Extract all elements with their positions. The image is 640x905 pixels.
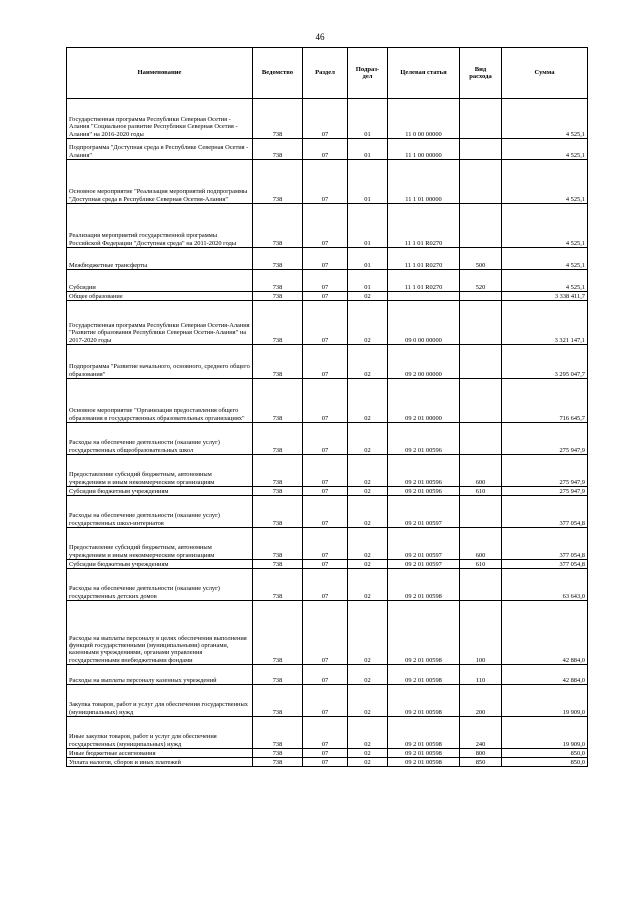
table-row xyxy=(67,487,588,496)
cell-subsection: 02 xyxy=(348,528,388,560)
table-row xyxy=(67,685,588,717)
cell-amount: 275 947,9 xyxy=(502,487,588,496)
cell-subsection: 01 xyxy=(348,248,388,270)
cell-amount: 4 525,1 xyxy=(502,99,588,139)
cell-target-article: 09 2 01 00596 xyxy=(388,487,460,496)
cell-amount: 19 909,0 xyxy=(502,685,588,717)
cell-subsection: 02 xyxy=(348,749,388,758)
table-row xyxy=(67,717,588,749)
cell-expense-type xyxy=(460,379,502,423)
cell-expense-type: 520 xyxy=(460,270,502,292)
cell-name: Подпрограмма "Развитие начального, основного, среднего общего образования" xyxy=(67,345,253,379)
cell-target-article: 11 1 00 00000 xyxy=(388,139,460,160)
cell-department: 738 xyxy=(253,270,303,292)
cell-name: Государственная программа Республики Северная Осетия-Алания "Развитие образования Республики Северная Осетия-Алания" на 2017-2020 годы xyxy=(67,301,253,345)
cell-name: Уплата налогов, сборов и иных платежей xyxy=(67,758,253,767)
cell-expense-type xyxy=(460,301,502,345)
cell-subsection: 02 xyxy=(348,717,388,749)
cell-name: Субсидии бюджетным учреждениям xyxy=(67,560,253,569)
cell-expense-type: 800 xyxy=(460,749,502,758)
cell-department: 738 xyxy=(253,496,303,528)
table-row xyxy=(67,345,588,379)
cell-target-article: 09 0 00 00000 xyxy=(388,301,460,345)
cell-subsection: 02 xyxy=(348,345,388,379)
table-row xyxy=(67,160,588,204)
cell-amount: 4 525,1 xyxy=(502,270,588,292)
cell-section: 07 xyxy=(303,301,348,345)
header-amount: Сумма xyxy=(502,48,588,99)
cell-subsection: 02 xyxy=(348,685,388,717)
cell-name: Закупка товаров, работ и услуг для обеспечения государственных (муниципальных) нужд xyxy=(67,685,253,717)
table-row xyxy=(67,560,588,569)
table-row xyxy=(67,379,588,423)
cell-target-article: 09 2 01 00597 xyxy=(388,528,460,560)
cell-target-article: 09 2 01 00598 xyxy=(388,758,460,767)
cell-expense-type xyxy=(460,569,502,601)
cell-subsection: 01 xyxy=(348,204,388,248)
cell-section: 07 xyxy=(303,455,348,487)
cell-department: 738 xyxy=(253,160,303,204)
table-row xyxy=(67,569,588,601)
table-header-row xyxy=(67,48,588,99)
cell-department: 738 xyxy=(253,601,303,665)
cell-subsection: 01 xyxy=(348,160,388,204)
cell-name: Расходы на обеспечение деятельности (оказание услуг) государственных общеобразовательных школ xyxy=(67,423,253,455)
cell-department: 738 xyxy=(253,528,303,560)
cell-department: 738 xyxy=(253,204,303,248)
cell-expense-type xyxy=(460,204,502,248)
header-section: Раздел xyxy=(303,48,348,99)
cell-section: 07 xyxy=(303,270,348,292)
cell-expense-type: 600 xyxy=(460,455,502,487)
header-expense-type: Вид расхода xyxy=(460,48,502,99)
table-row xyxy=(67,139,588,160)
table-row xyxy=(67,601,588,665)
table-row xyxy=(67,204,588,248)
cell-department: 738 xyxy=(253,301,303,345)
cell-section: 07 xyxy=(303,528,348,560)
cell-name: Субсидии бюджетным учреждениям xyxy=(67,487,253,496)
cell-section: 07 xyxy=(303,345,348,379)
cell-subsection: 01 xyxy=(348,139,388,160)
cell-amount: 716 645,7 xyxy=(502,379,588,423)
cell-subsection: 02 xyxy=(348,455,388,487)
cell-subsection: 01 xyxy=(348,99,388,139)
cell-department: 738 xyxy=(253,345,303,379)
cell-subsection: 02 xyxy=(348,496,388,528)
cell-target-article: 11 1 01 R0270 xyxy=(388,248,460,270)
cell-expense-type xyxy=(460,423,502,455)
page-number: 46 xyxy=(315,32,325,42)
cell-amount: 377 054,8 xyxy=(502,496,588,528)
cell-expense-type: 610 xyxy=(460,560,502,569)
header-department: Ведомство xyxy=(253,48,303,99)
cell-department: 738 xyxy=(253,423,303,455)
cell-name: Иные закупки товаров, работ и услуг для обеспечения государственных (муниципальных) нужд xyxy=(67,717,253,749)
cell-expense-type: 240 xyxy=(460,717,502,749)
table-row xyxy=(67,665,588,685)
cell-expense-type: 850 xyxy=(460,758,502,767)
cell-name: Основное мероприятие "Реализация мероприятий подпрограммы "Доступная среда в Республике Северная Осетия-Алания" xyxy=(67,160,253,204)
cell-amount: 275 947,9 xyxy=(502,423,588,455)
cell-department: 738 xyxy=(253,292,303,301)
cell-target-article: 09 2 01 00598 xyxy=(388,665,460,685)
cell-subsection: 02 xyxy=(348,292,388,301)
table-row xyxy=(67,496,588,528)
table-row xyxy=(67,301,588,345)
cell-name: Расходы на выплаты персоналу в целях обеспечения выполнения функций государственными (муниципальными) органами, казенными учреждениями, органами управления государственными внебюджетными фондами xyxy=(67,601,253,665)
cell-expense-type: 610 xyxy=(460,487,502,496)
cell-name: Межбюджетные трансферты xyxy=(67,248,253,270)
cell-section: 07 xyxy=(303,569,348,601)
cell-amount: 19 909,0 xyxy=(502,717,588,749)
cell-expense-type: 110 xyxy=(460,665,502,685)
cell-amount: 275 947,9 xyxy=(502,455,588,487)
cell-name: Иные бюджетные ассигнования xyxy=(67,749,253,758)
cell-amount: 4 525,1 xyxy=(502,139,588,160)
table-row xyxy=(67,292,588,301)
cell-subsection: 02 xyxy=(348,665,388,685)
cell-amount: 4 525,1 xyxy=(502,204,588,248)
cell-target-article: 09 2 01 00596 xyxy=(388,455,460,487)
cell-amount: 42 884,0 xyxy=(502,665,588,685)
cell-target-article: 09 2 01 00597 xyxy=(388,496,460,528)
cell-department: 738 xyxy=(253,379,303,423)
cell-subsection: 01 xyxy=(348,270,388,292)
cell-expense-type: 200 xyxy=(460,685,502,717)
cell-department: 738 xyxy=(253,717,303,749)
cell-name: Расходы на обеспечение деятельности (оказание услуг) государственных детских домов xyxy=(67,569,253,601)
cell-target-article: 09 2 01 00596 xyxy=(388,423,460,455)
cell-section: 07 xyxy=(303,487,348,496)
cell-section: 07 xyxy=(303,665,348,685)
cell-name: Предоставление субсидий бюджетным, автономным учреждениям и иным некоммерческим организациям xyxy=(67,528,253,560)
cell-amount: 3 295 047,7 xyxy=(502,345,588,379)
cell-section: 07 xyxy=(303,685,348,717)
cell-name: Субсидии xyxy=(67,270,253,292)
cell-target-article: 09 2 01 00598 xyxy=(388,569,460,601)
table-row xyxy=(67,270,588,292)
cell-section: 07 xyxy=(303,292,348,301)
cell-subsection: 02 xyxy=(348,379,388,423)
cell-amount: 377 054,8 xyxy=(502,560,588,569)
cell-subsection: 02 xyxy=(348,758,388,767)
cell-expense-type xyxy=(460,99,502,139)
cell-section: 07 xyxy=(303,160,348,204)
cell-name: Общее образование xyxy=(67,292,253,301)
table-body xyxy=(67,99,588,767)
cell-department: 738 xyxy=(253,569,303,601)
cell-section: 07 xyxy=(303,749,348,758)
cell-section: 07 xyxy=(303,248,348,270)
cell-amount: 4 525,1 xyxy=(502,248,588,270)
cell-department: 738 xyxy=(253,248,303,270)
cell-amount: 3 338 411,7 xyxy=(502,292,588,301)
cell-department: 738 xyxy=(253,99,303,139)
table-row xyxy=(67,758,588,767)
table-row xyxy=(67,749,588,758)
cell-section: 07 xyxy=(303,717,348,749)
cell-expense-type: 100 xyxy=(460,601,502,665)
cell-amount: 4 525,1 xyxy=(502,160,588,204)
cell-target-article xyxy=(388,292,460,301)
cell-target-article: 09 2 01 00598 xyxy=(388,601,460,665)
cell-name: Основное мероприятие "Организация предоставления общего образования в государственных образовательных организациях" xyxy=(67,379,253,423)
cell-department: 738 xyxy=(253,749,303,758)
table-row xyxy=(67,248,588,270)
cell-name: Подпрограмма "Доступная среда в Республике Северная Осетия - Алания" xyxy=(67,139,253,160)
cell-subsection: 02 xyxy=(348,601,388,665)
cell-target-article: 11 0 00 00000 xyxy=(388,99,460,139)
cell-target-article: 09 2 00 00000 xyxy=(388,345,460,379)
cell-section: 07 xyxy=(303,423,348,455)
cell-section: 07 xyxy=(303,560,348,569)
cell-expense-type: 500 xyxy=(460,248,502,270)
cell-name: Государственная программа Республики Северная Осетия - Алания "Социальное развитие Республики Северная Осетия - Алания" на 2016-2020 годы xyxy=(67,99,253,139)
cell-target-article: 11 1 01 R0270 xyxy=(388,270,460,292)
cell-section: 07 xyxy=(303,99,348,139)
cell-section: 07 xyxy=(303,601,348,665)
cell-expense-type xyxy=(460,292,502,301)
table-row xyxy=(67,423,588,455)
cell-subsection: 02 xyxy=(348,423,388,455)
cell-section: 07 xyxy=(303,139,348,160)
table-row xyxy=(67,99,588,139)
cell-amount: 3 321 147,1 xyxy=(502,301,588,345)
cell-section: 07 xyxy=(303,758,348,767)
cell-department: 738 xyxy=(253,685,303,717)
cell-department: 738 xyxy=(253,455,303,487)
cell-amount: 42 884,0 xyxy=(502,601,588,665)
cell-subsection: 02 xyxy=(348,487,388,496)
cell-name: Предоставление субсидий бюджетным, автономным учреждениям и иным некоммерческим организациям xyxy=(67,455,253,487)
cell-section: 07 xyxy=(303,379,348,423)
cell-department: 738 xyxy=(253,665,303,685)
table-row xyxy=(67,455,588,487)
cell-department: 738 xyxy=(253,560,303,569)
cell-name: Расходы на выплаты персоналу казенных учреждений xyxy=(67,665,253,685)
cell-section: 07 xyxy=(303,496,348,528)
cell-name: Реализация мероприятий государственной программы Российской Федерации "Доступная среда" на 2011-2020 годы xyxy=(67,204,253,248)
cell-department: 738 xyxy=(253,758,303,767)
cell-expense-type xyxy=(460,160,502,204)
cell-amount: 850,0 xyxy=(502,758,588,767)
cell-amount: 377 054,8 xyxy=(502,528,588,560)
cell-expense-type xyxy=(460,139,502,160)
header-target-article: Целевая статья xyxy=(388,48,460,99)
cell-subsection: 02 xyxy=(348,569,388,601)
cell-amount: 63 643,0 xyxy=(502,569,588,601)
cell-target-article: 09 2 01 00000 xyxy=(388,379,460,423)
cell-target-article: 09 2 01 00598 xyxy=(388,749,460,758)
cell-section: 07 xyxy=(303,204,348,248)
cell-subsection: 02 xyxy=(348,560,388,569)
cell-expense-type xyxy=(460,345,502,379)
cell-department: 738 xyxy=(253,487,303,496)
cell-target-article: 09 2 01 00598 xyxy=(388,717,460,749)
cell-target-article: 09 2 01 00597 xyxy=(388,560,460,569)
table-row xyxy=(67,528,588,560)
cell-department: 738 xyxy=(253,139,303,160)
cell-target-article: 11 1 01 00000 xyxy=(388,160,460,204)
cell-target-article: 09 2 01 00598 xyxy=(388,685,460,717)
header-subsection: Подраз- дел xyxy=(348,48,388,99)
cell-target-article: 11 1 01 R0270 xyxy=(388,204,460,248)
cell-expense-type xyxy=(460,496,502,528)
header-name: Наименование xyxy=(67,48,253,99)
cell-expense-type: 600 xyxy=(460,528,502,560)
cell-name: Расходы на обеспечение деятельности (оказание услуг) государственных школ-интернатов xyxy=(67,496,253,528)
budget-table xyxy=(66,47,588,767)
cell-amount: 850,0 xyxy=(502,749,588,758)
cell-subsection: 02 xyxy=(348,301,388,345)
